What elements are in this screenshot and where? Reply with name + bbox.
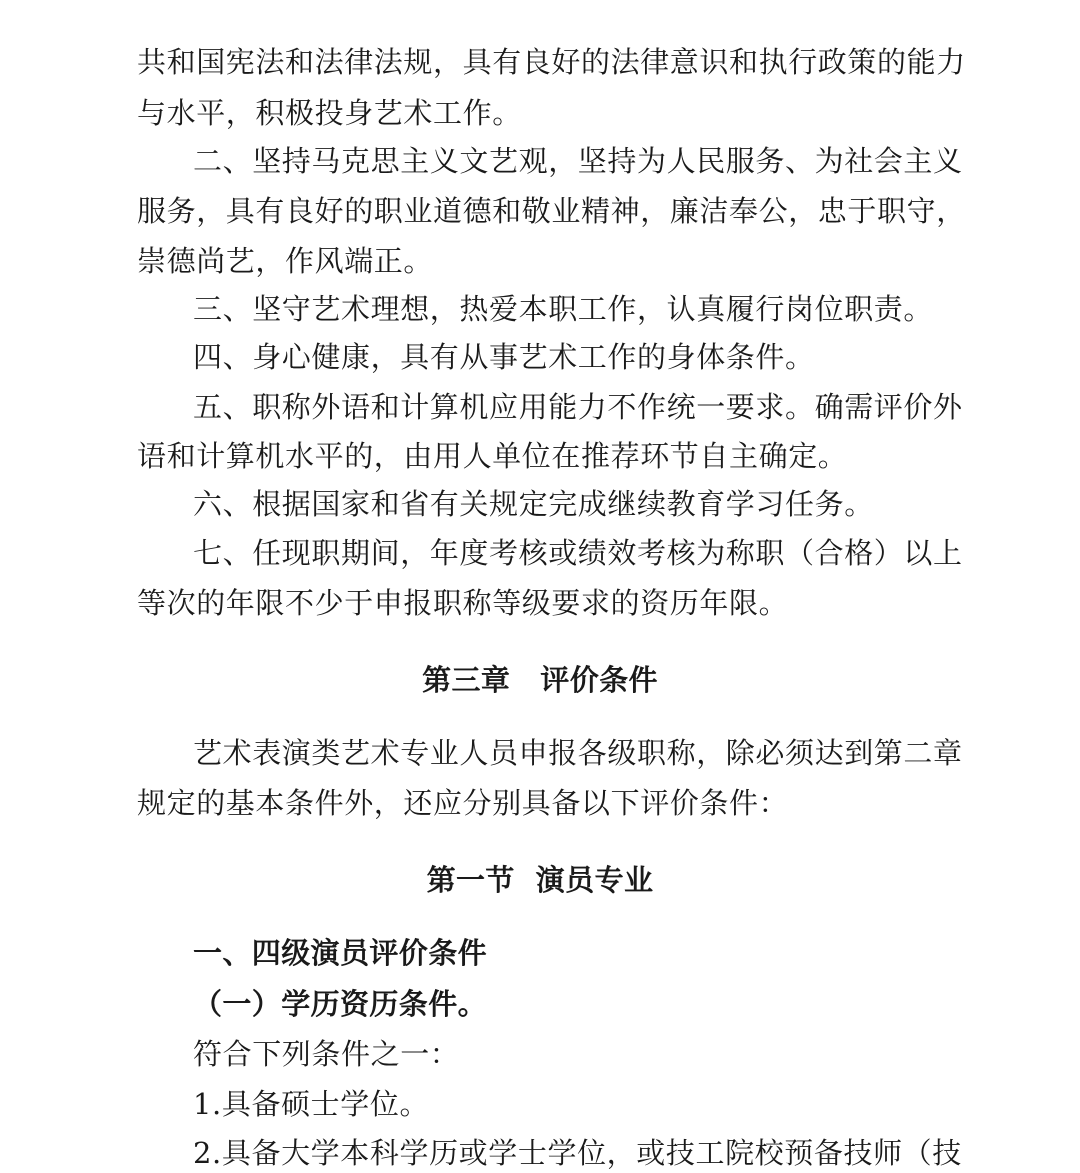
chapter-number: 第三章 [422,663,511,697]
section-heading: 第一节 演员专业 [426,863,654,897]
subsection-heading: 一、四级演员评价条件 [193,936,488,970]
paragraph-line: 服务，具有良好的职业道德和敬业精神，廉洁奉公，忠于职守， [137,194,966,228]
paragraph-line: 共和国宪法和法律法规，具有良好的法律意识和执行政策的能力 [137,45,966,79]
paragraph-line: 四、身心健康，具有从事艺术工作的身体条件。 [193,340,815,374]
paragraph-line: 崇德尚艺，作风端正。 [137,244,434,278]
paragraph-line: 规定的基本条件外，还应分别具备以下评价条件： [137,786,789,820]
paragraph-line: 与水平，积极投身艺术工作。 [137,96,522,130]
paragraph-line: 艺术表演类艺术专业人员申报各级职称，除必须达到第二章 [193,736,963,770]
list-item: 2.具备大学本科学历或学士学位，或技工院校预备技师（技 [193,1136,962,1170]
item-heading: （一）学历资历条件。 [193,987,488,1021]
paragraph-line: 语和计算机水平的，由用人单位在推荐环节自主确定。 [137,439,848,473]
list-item: 1.具备硕士学位。 [193,1087,430,1121]
chapter-heading [0,660,1080,700]
chapter-title: 评价条件 [540,663,658,697]
paragraph-line: 七、任现职期间，年度考核或绩效考核为称职（合格）以上 [193,536,963,570]
paragraph-line: 符合下列条件之一： [193,1037,460,1071]
paragraph-line: 等次的年限不少于申报职称等级要求的资历年限。 [137,586,789,620]
paragraph-line: 二、坚持马克思主义文艺观，坚持为人民服务、为社会主义 [193,144,963,178]
paragraph-line: 六、根据国家和省有关规定完成继续教育学习任务。 [193,487,874,521]
paragraph-line: 五、职称外语和计算机应用能力不作统一要求。确需评价外 [193,390,963,424]
paragraph-line: 三、坚守艺术理想，热爱本职工作，认真履行岗位职责。 [193,292,934,326]
